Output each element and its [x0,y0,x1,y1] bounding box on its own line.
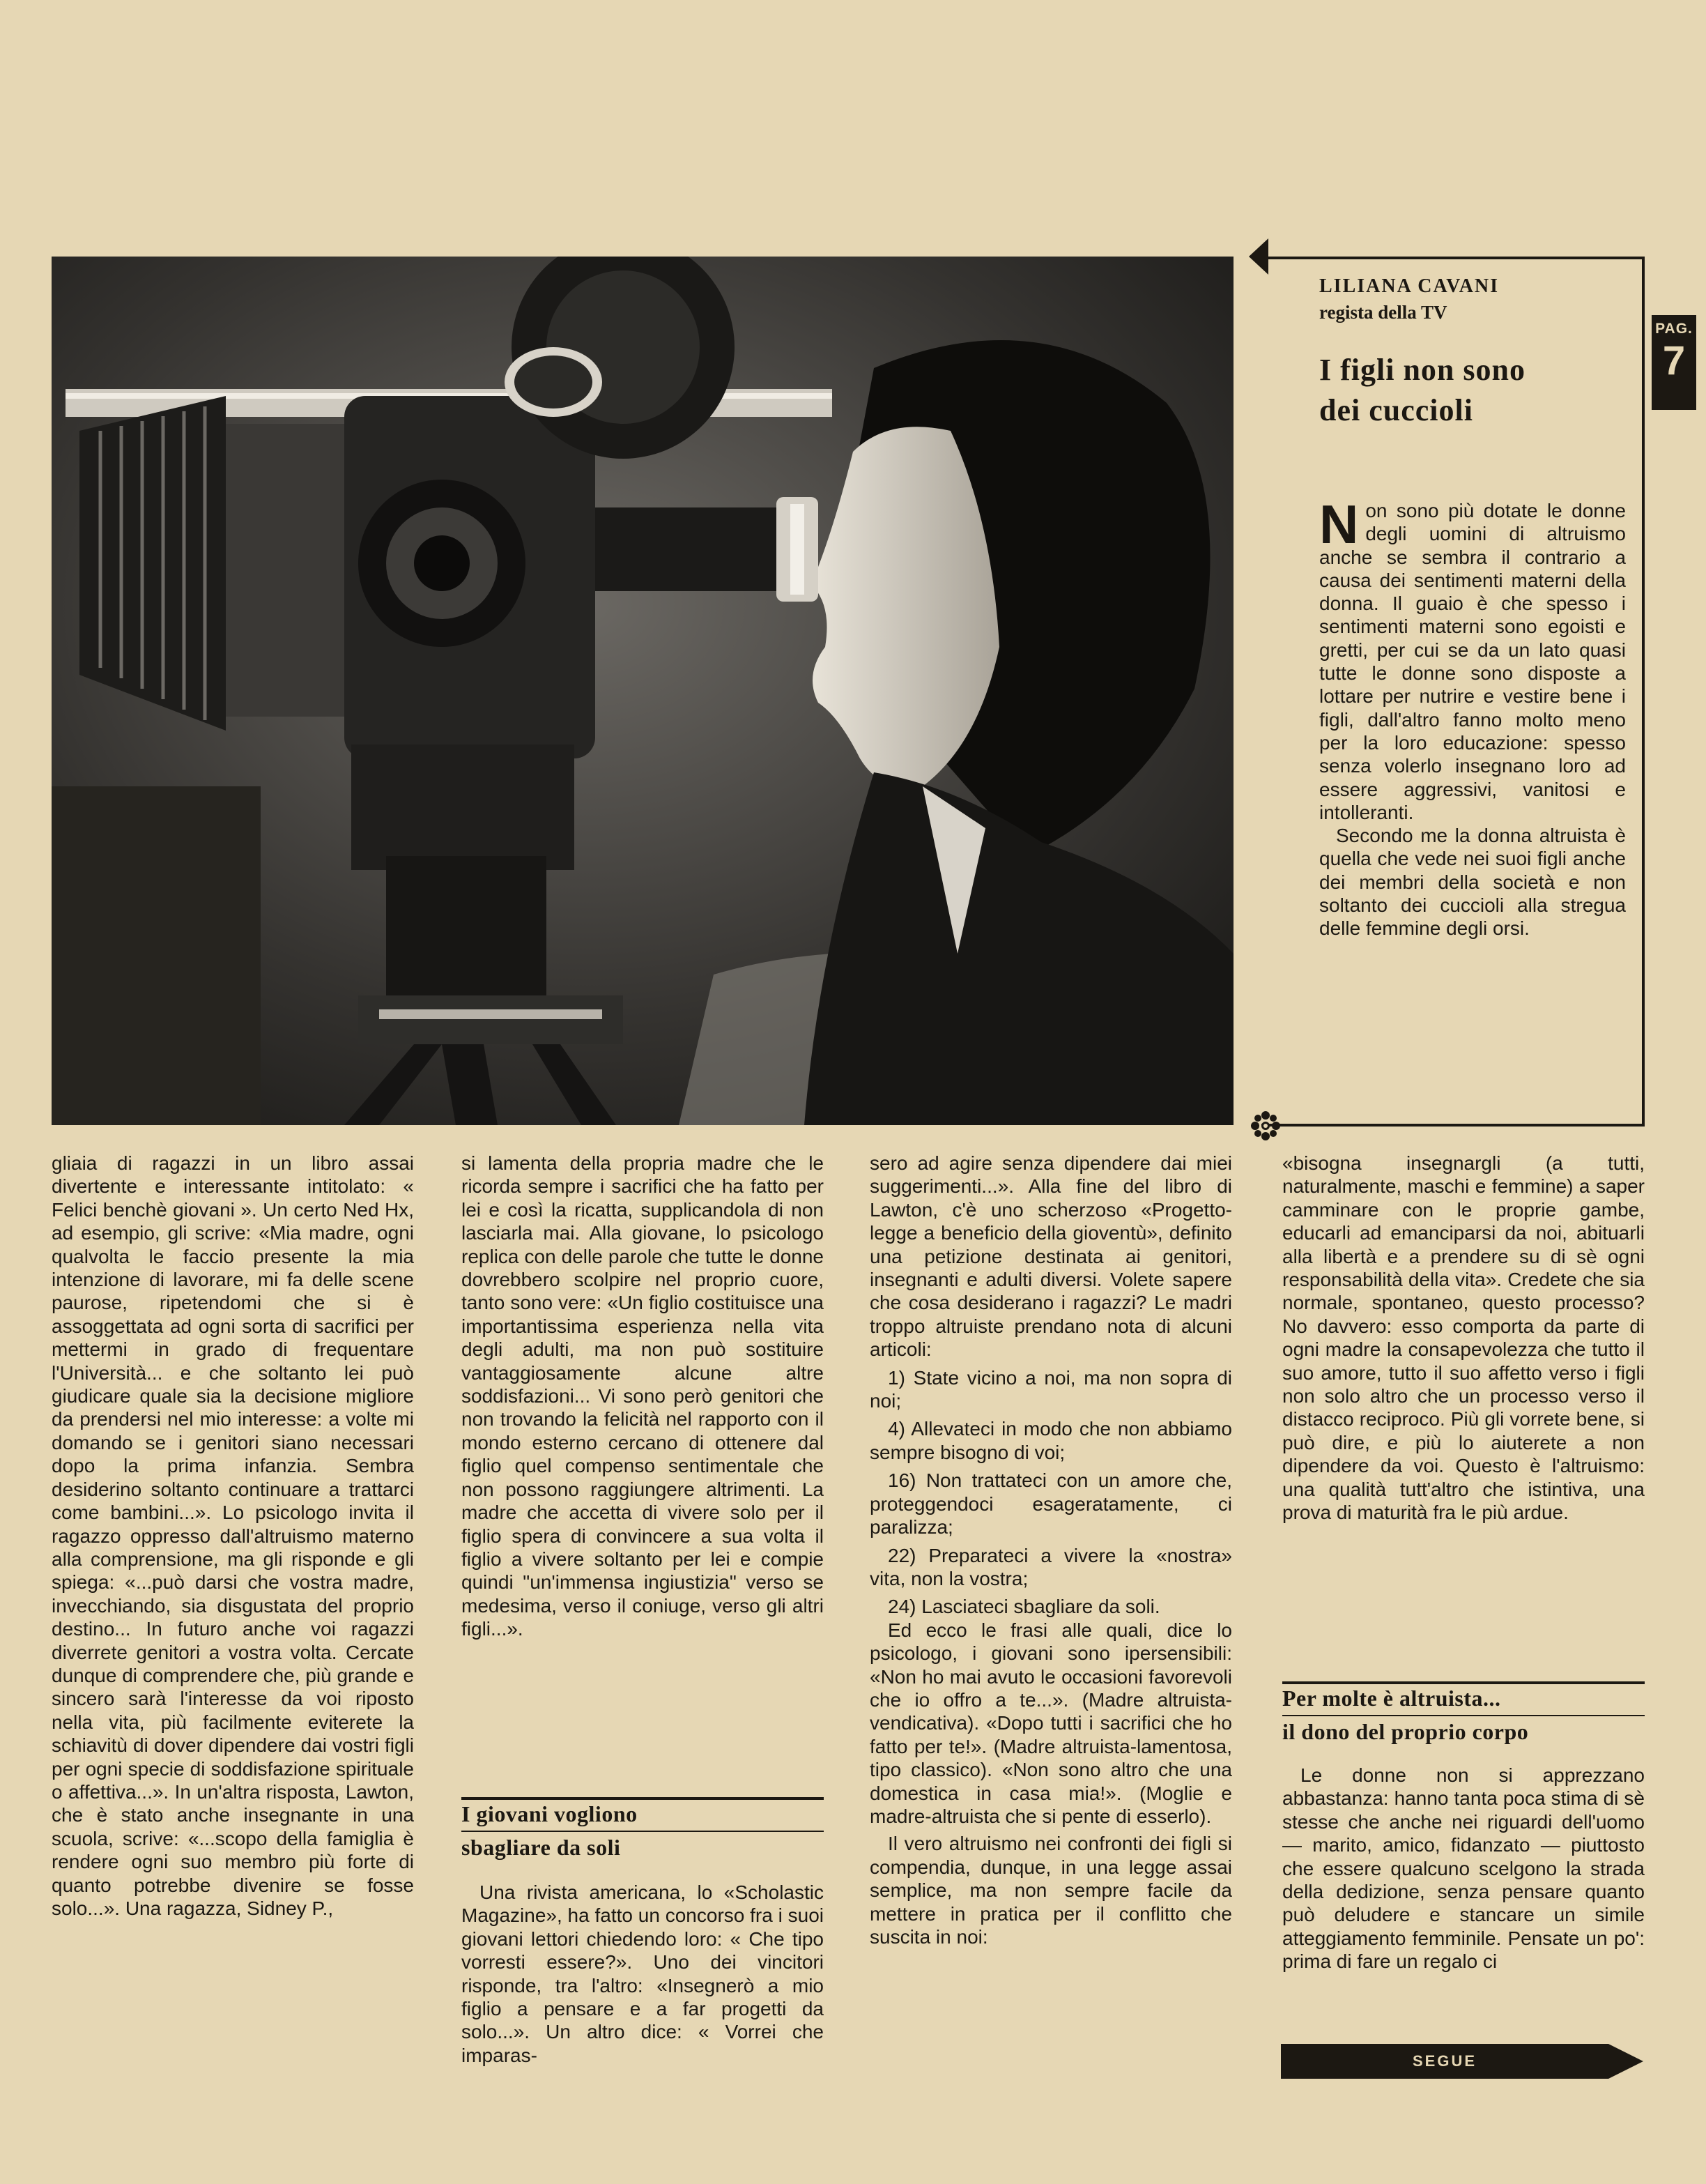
article-column-4 [1282,1152,1645,1525]
drop-cap: N [1319,494,1359,555]
petition-item: 4) Allevateci in modo che non abbiamo sempre bisogno di voi; [870,1418,1232,1463]
photo-woman-with-camera [52,257,1234,1125]
sidebar-body [1319,494,1626,940]
column-4-after-text: Le donne non si apprezzano abbastanza: hanno tanta poca stima di sè stesse che anche nei riguardi dell'uomo — marito, amico, fidanzato — piuttosto che essere qualcuno scelgono la strada della dedizione, senza pensare quanto può deludere e stancare un simile atteggiamento femminile. Pensate un po': prima di fare un regalo ci [1282,1764,1645,1973]
sidebar-role: regista della TV [1319,302,1447,323]
subhead-altruista-line2: il dono del proprio corpo [1282,1719,1529,1744]
petition-item: 1) State vicino a noi, ma non sopra di noi; [870,1366,1232,1412]
page-number-tab [1652,315,1696,410]
page-number: 7 [1662,338,1686,383]
subhead-altruista-line1: Per molte è altruista... [1282,1686,1501,1711]
petition-item: 22) Preparateci a vivere la «nostra» vita, non la vostra; [870,1544,1232,1589]
column-4-text: «bisogna insegnargli (a tutti, naturalmente, maschi e femmine) a saper camminare con le proprie gambe, educarli ad emanciparsi da noi, abituarli alla libertà e a prendere su di sè ogni responsabilità della vita». Credete che sia normale, spontaneo, questo processo? No davvero: esso comporta da parte di ogni madre la consapevolezza che tutto il suo amore, tutto il suo affetto verso i figli non solo altro che un processo verso il distacco reciproco. Più gli vorrete bene, si può dire, e più lo aiuterete a non dipendere da voi. Questo è l'altruismo: una qualità tutt'altro che istintiva, una prova di maturità fra le più ardue. [1282,1152,1645,1524]
sidebar-paragraph-2: Secondo me la donna altruista è quella che vede nei suoi figli anche dei membri della società e non soltanto dei cuccioli alla stregua delle femmine degli orsi. [1319,825,1626,940]
column-2-after-text: Una rivista americana, lo «Scholastic Magazine», ha fatto un concorso fra i suoi giovani lettori chiedendo loro: « Che tipo vorresti essere?». Uno dei vincitori risponde, tra l'altro: «Insegnerò a mio figlio a pensare e a far progetti da solo...». Un altro dice: « Vorrei che imparas- [461,1881,824,2066]
sidebar-title-line1: I figli non sono [1319,353,1526,387]
photo-illustration [52,257,1234,1125]
column-3-last-text: Il vero altruismo nei confronti dei figli si compendia, dunque, in una legge assai semplice, ma non sempre facile da mettere in pratica per il conflitto che suscita in noi: [870,1833,1232,1948]
column-1-text: gliaia di ragazzi in un libro assai divertente e interessante intitolato: « Felici benchè giovani ». Un certo Ned Hx, ad esempio, gli scrive: «Mia madre, ogni qualvolta le faccio presente la mia intenzione di lavorare, mi fa delle scene paurose, ripetendomi che si è assoggettata ad ogni sorta di sacrifici per mettermi in grado di frequentare l'Università... e che soltanto lei può giudicare quale sia la decisione migliore da prendersi nel mio interesse: a volte mi domando se i genitori siano necessari dopo la prima infanzia. Sembra desiderino soltanto continuare a trattarci come bambini...». Lo psicologo invita il ragazzo oppresso dall'altruismo materno alla comprensione, ma gli risponde e gli spiega: «...può darsi che vostra madre, invecchiando, sia disgustata del proprio destino... In futuro anche voi ragazzi diverrete genitori a vostra volta. Cercate dunque di comprendere che, più grande e sincero sarà l'interesse da voi riposto nella vita, più facilmente eviterete la schiavitù di dover dipendere dai vostri figli per ogni specie di soddisfazione spirituale o affettiva...». In un'altra risposta, Lawton, che è stato anche insegnante in una scuola, scrive: «...scopo della famiglia è rendere ogni suo membro più forte di quanto potrebbe divenire se fosse solo...». Una ragazza, Sidney P., [52,1152,414,1919]
column-2-text: si lamenta della propria madre che le ricorda sempre i sacrifici che ha fatto per lei e così la ricatta, supplicandola di non lasciarla mai. Alla giovane, lo psicologo replica con delle parole che tutte le donne dovrebbero scolpire nel proprio cuore, tanto sono vere: «Un figlio costituisce una importantissima esperienza nella vita degli adulti, ma non può sostituire vantaggiosamente alcune altre soddisfazioni... Vi sono però genitori che non trovando la felicità nel rapporto con il mondo esterno cercano di ottenere dal figlio quel compenso sentimentale che non possono raggiungere altrimenti. La madre che accetta di vivere solo per il figlio spera di convincere a sua volta il figlio a vivere soltanto per lei e compie quindi "un'immensa ingiustizia" verso se medesima, verso il coniuge, verso gli altri figli...». [461,1152,824,1640]
petition-item: 16) Non trattateci con un amore che, proteggendoci esageratamente, ci paralizza; [870,1469,1232,1538]
article-column-3 [870,1152,1232,1948]
sidebar-author: LILIANA CAVANI [1319,275,1500,297]
subhead-rule-middle [461,1831,824,1832]
article-column-2-continued [461,1881,824,2067]
flower-ornament-icon [1250,1110,1282,1142]
petition-item: 24) Lasciateci sbagliare da soli. [888,1596,1160,1618]
column-3-after-text: Ed ecco le frasi alle quali, dice lo psicologo, i giovani sono ipersensibili: «Non ho mai avuto le occasioni favorevoli che io offro a te...». (Madre altruista-vendicativa). «Dopo tutti i sacrifici che ho fatto per te!». (Madre altruista-lamentosa, tipo classico). «Non sono altro che una domestica in casa mia!». (Moglie e madre-altruista che si pente di esserlo). [870,1619,1232,1827]
sidebar-title [1319,350,1626,431]
subhead-rule-middle [1282,1715,1645,1716]
page-label: PAG. [1655,321,1693,337]
sidebar-title-line2: dei cuccioli [1319,393,1473,427]
article-column-2 [461,1152,824,1641]
article-column-1 [52,1152,414,1920]
continued-arrow [1281,2044,1643,2079]
subhead-giovani-line1: I giovani vogliono [461,1801,638,1826]
continued-label: SEGUE [1412,2052,1477,2070]
sidebar-paragraph-1-text: on sono più dotate le donne degli uomini di altruismo anche se sembra il contrario a causa dei sentimenti materni della donna. Il guaio è che spesso i sentimenti materni sono egoisti e gretti, per cui se da un lato quasi tutte le donne sono disposte a lottare per nutrire e vestire bene i figli, dall'altro fanno molto meno per la loro educazione: spesso senza volerlo insegnano loro ad essere aggressivi, vanitosi e intolleranti. [1319,500,1626,823]
article-column-4-continued [1282,1764,1645,1973]
column-3-intro: sero ad agire senza dipendere dai miei suggerimenti...». Alla fine del libro di Lawton, c'è uno scherzoso «Progetto-legge a beneficio della gioventù», definito una petizione destinata ai genitori, insegnanti e adulti diversi. Volete sapere che cosa desiderano i ragazzi? Le madri troppo altruiste prendano nota di alcuni articoli: [870,1152,1232,1361]
sidebar-paragraph-1 [1319,494,1626,824]
subhead-giovani-line2: sbagliare da soli [461,1835,621,1860]
